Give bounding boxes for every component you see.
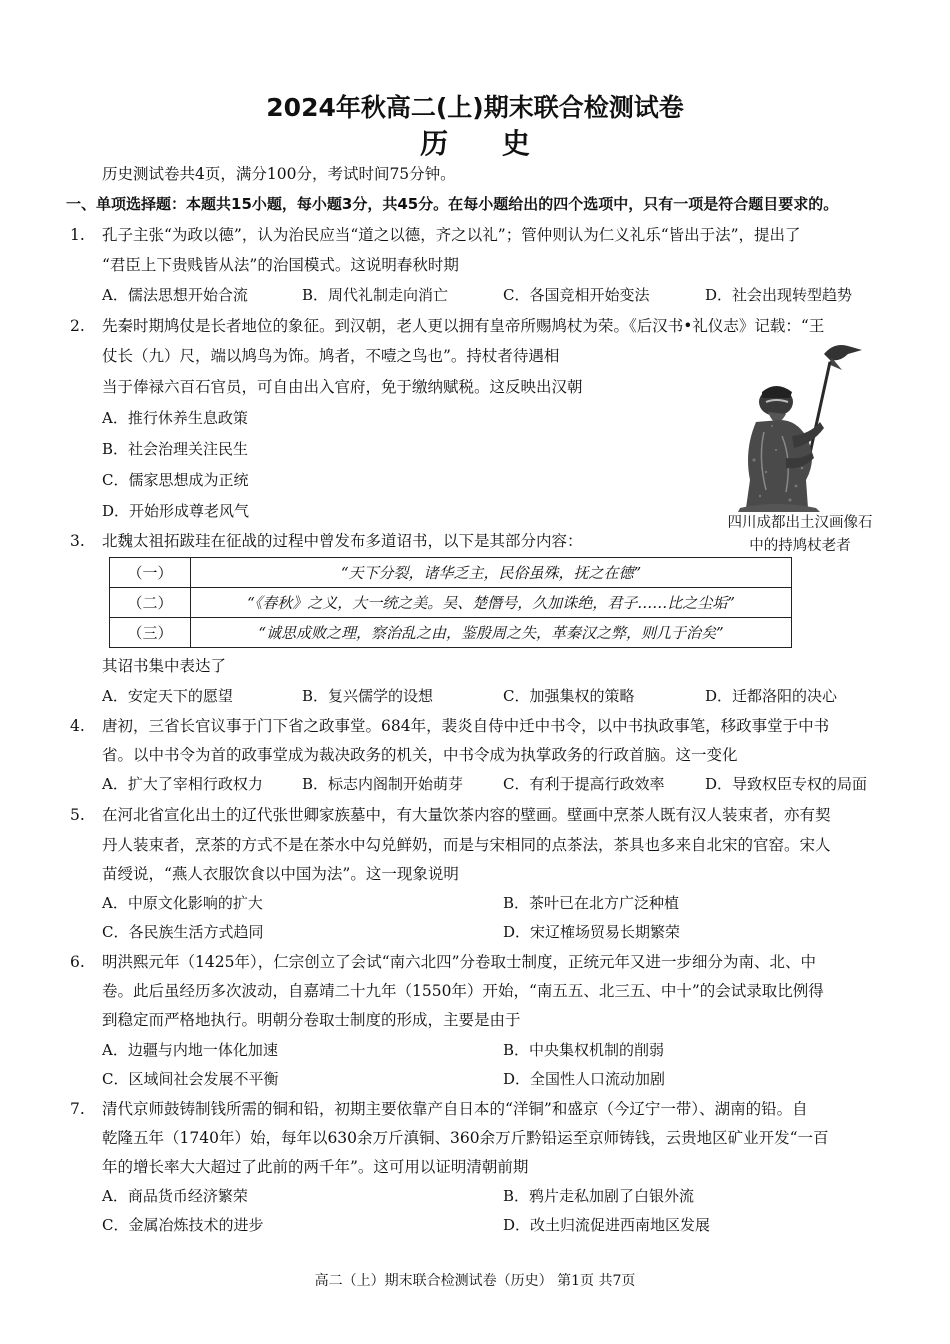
row-label: （一）	[110, 558, 191, 588]
question-text: 先秦时期鸠仗是长者地位的象征。到汉朝，老人更以拥有皇帝所赐鸠杖为荣。《后汉书•礼仪志》记载：“王	[102, 317, 825, 335]
option-a: A．商品货币经济繁荣	[102, 1187, 248, 1205]
section-heading: 一、单项选择题：本题共15小题，每小题3分，共45分。在每小题给出的四个选项中，只有一项是符合题目要求的。	[66, 195, 839, 213]
option-c: C．加强集权的策略	[503, 687, 635, 705]
option-b: B．标志内阁制开始萌芽	[302, 775, 464, 793]
exam-title: 2024年秋高二(上)期末联合检测试卷	[266, 93, 684, 122]
question-text: 清代京师鼓铸制钱所需的铜和铅，初期主要依靠产自日本的“洋铜”和盛京（今辽宁一带）、湖南的铅。自	[102, 1100, 808, 1118]
edict-table	[109, 557, 792, 648]
table-row	[110, 588, 792, 618]
question-text: 苗绶说，“燕人衣服饮食以中国为法”。这一现象说明	[102, 865, 459, 883]
option-b: B．社会治理关注民生	[102, 440, 249, 458]
subject-title: 历 史	[420, 127, 552, 160]
page-footer: 高二（上）期末联合检测试卷（历史） 第1页 共7页	[314, 1273, 636, 1289]
option-d: D．宋辽榷场贸易长期繁荣	[503, 923, 681, 941]
row-quote: “天下分裂，诸华乏主，民俗虽殊，抚之在德”	[191, 558, 792, 588]
question-text: 乾隆五年（1740年）始，每年以630余万斤滇铜、360余万斤黔铅运至京师铸钱，云贵地区矿业开发“一百	[102, 1129, 829, 1147]
option-a: A．边疆与内地一体化加速	[102, 1041, 278, 1059]
table-row	[110, 618, 792, 648]
option-a: A．推行休养生息政策	[102, 409, 248, 427]
option-c: C．区域间社会发展不平衡	[102, 1070, 279, 1088]
question-text: 年的增长率大大超过了此前的两千年”。这可用以证明清朝前期	[102, 1158, 529, 1176]
option-c: C．各国竞相开始变法	[503, 286, 650, 304]
question-text: 省。以中书令为首的政事堂成为裁决政务的机关，中书令成为执掌政务的行政首脑。这一变化	[102, 746, 738, 764]
question-text: 孔子主张“为政以德”，认为治民应当“道之以德，齐之以礼”；管仲则认为仁义礼乐“皆出于法”，提出了	[102, 226, 801, 244]
question-number: 2.	[70, 317, 85, 335]
question-text: 在河北省宣化出土的辽代张世卿家族墓中，有大量饮茶内容的壁画。壁画中烹茶人既有汉人装束者，亦有契	[102, 806, 831, 824]
question-text: 唐初，三省长官议事于门下省之政事堂。684年，裴炎自侍中迁中书令，以中书执政事笔，移政事堂于中书	[102, 717, 830, 735]
row-quote: “诚思成败之理，察治乱之由，鉴殷周之失，革秦汉之弊，则几于治矣”	[191, 618, 792, 648]
option-b: B．茶叶已在北方广泛种植	[503, 894, 680, 912]
table-row	[110, 558, 792, 588]
question-text: 当于俸禄六百石官员，可自由出入官府，免于缴纳赋税。这反映出汉朝	[102, 378, 583, 396]
question-number: 4.	[70, 717, 85, 735]
option-a: A．安定天下的愿望	[102, 687, 233, 705]
figure-caption: 中的持鸠杖老者	[749, 538, 851, 554]
option-c: C．各民族生活方式趋同	[102, 923, 264, 941]
question-text: 丹人装束者，烹茶的方式不是在茶水中勾兑鲜奶，而是与宋相同的点茶法，茶具也多来自北宋的官窑。宋人	[102, 836, 831, 854]
question-number: 6.	[70, 953, 85, 971]
option-d: D．导致权臣专权的局面	[705, 775, 868, 793]
question-text: 北魏太祖拓跋珪在征战的过程中曾发布多道诏书，以下是其部分内容：	[102, 532, 583, 550]
row-quote: “《春秋》之义，大一统之美。吴、楚僭号，久加诛绝，君子……比之尘垢”	[191, 588, 792, 618]
question-number: 5.	[70, 806, 85, 824]
question-text: 明洪熙元年（1425年），仁宗创立了会试“南六北四”分卷取士制度，正统元年又进一步细分为南、北、中	[102, 953, 817, 971]
option-c: C．儒家思想成为正统	[102, 471, 249, 489]
option-b: B．周代礼制走向消亡	[302, 286, 449, 304]
elder-with-dove-staff-rubbing	[736, 340, 866, 515]
option-b: B．复兴儒学的设想	[302, 687, 434, 705]
question-text: 其诏书集中表达了	[102, 657, 227, 675]
question-text: 仗长（九）尺，端以鸠鸟为饰。鸠者，不噎之鸟也”。持杖者待遇相	[102, 347, 560, 365]
option-d: D．迁都洛阳的决心	[705, 687, 838, 705]
question-number: 7.	[70, 1100, 85, 1118]
question-number: 3.	[70, 532, 85, 550]
option-c: C．有利于提高行政效率	[503, 775, 665, 793]
row-label: （二）	[110, 588, 191, 618]
row-label: （三）	[110, 618, 191, 648]
option-c: C．金属冶炼技术的进步	[102, 1216, 264, 1234]
option-d: D．全国性人口流动加剧	[503, 1070, 666, 1088]
question-text: 到稳定而严格地执行。明朝分卷取士制度的形成，主要是由于	[102, 1011, 521, 1029]
question-text: “君臣上下贵贱皆从法”的治国模式。这说明春秋时期	[102, 256, 459, 274]
question-number: 1.	[70, 226, 85, 244]
option-b: B．鸦片走私加剧了白银外流	[503, 1187, 695, 1205]
figure-caption: 四川成都出土汉画像石	[727, 515, 873, 531]
option-d: D．改土归流促进西南地区发展	[503, 1216, 711, 1234]
option-a: A．扩大了宰相行政权力	[102, 775, 263, 793]
exam-intro: 历史测试卷共4页，满分100分，考试时间75分钟。	[102, 165, 456, 183]
option-a: A．中原文化影响的扩大	[102, 894, 263, 912]
option-d: D．开始形成尊老风气	[102, 502, 250, 520]
option-a: A．儒法思想开始合流	[102, 286, 248, 304]
question-text: 卷。此后虽经历多次波动，自嘉靖二十九年（1550年）开始，“南五五、北三五、中十”的会试录取比例得	[102, 982, 824, 1000]
option-b: B．中央集权机制的削弱	[503, 1041, 665, 1059]
option-d: D．社会出现转型趋势	[705, 286, 853, 304]
